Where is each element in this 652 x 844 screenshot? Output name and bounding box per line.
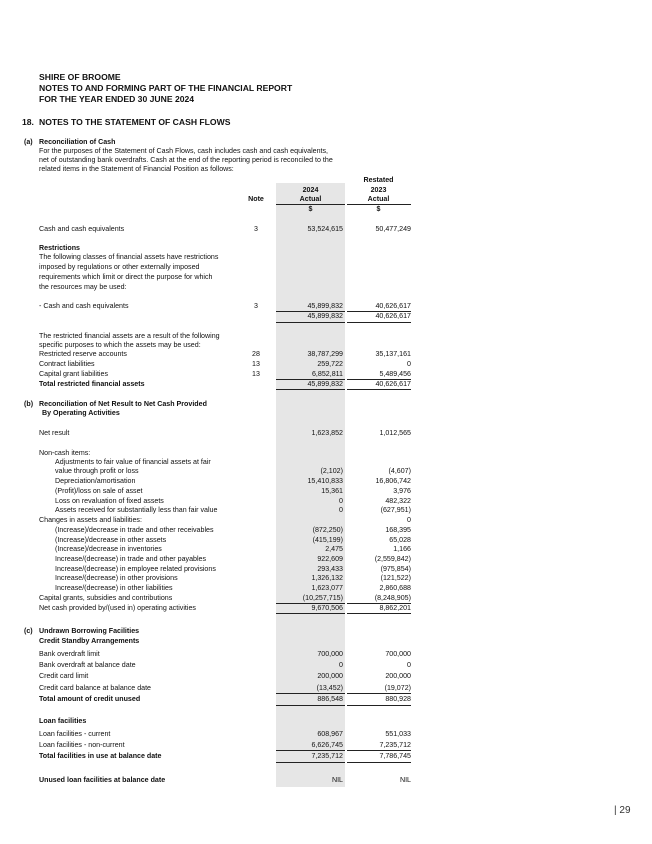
total-rule <box>276 693 345 694</box>
col-header-actual-2023: Actual <box>367 195 390 203</box>
total-2023: 8,862,201 <box>379 604 411 612</box>
section-heading <box>22 117 230 127</box>
row-label: Restricted reserve accounts <box>39 350 127 358</box>
row-label: Loss on revaluation of fixed assets <box>55 497 164 505</box>
value-2024: (2,102) <box>320 467 343 475</box>
value-2024: 2,475 <box>325 545 343 553</box>
subtotal-2024: 45,899,832 <box>307 312 343 320</box>
restrictions-desc-line: imposed by regulations or other externally imposed <box>39 263 200 271</box>
report-period: FOR THE YEAR ENDED 30 JUNE 2024 <box>39 94 195 104</box>
loan-title: Loan facilities <box>39 717 87 725</box>
value-2023: 0 <box>407 516 411 524</box>
sub-a-intro-line: For the purposes of the Statement of Cash Flows, cash includes cash and cash equivalents, <box>39 147 329 155</box>
value-2023: 2,860,688 <box>379 584 411 592</box>
purpose-desc-line: specific purposes to which the assets may be used: <box>39 341 201 349</box>
value-2024: 922,609 <box>317 555 343 563</box>
report-header <box>39 72 292 105</box>
row-label: Credit card balance at balance date <box>39 684 151 692</box>
total-2024: 9,670,506 <box>311 604 343 612</box>
value-2024: 0 <box>339 661 343 669</box>
entity-name: SHIRE OF BROOME <box>39 72 121 82</box>
total-2023: 7,786,745 <box>379 752 411 760</box>
row-label: Adjustments to fair value of financial assets at fair <box>55 458 211 466</box>
row-label: Assets received for substantially less than fair value <box>55 506 218 514</box>
row-label: Credit card limit <box>39 672 89 680</box>
restrictions-title: Restrictions <box>39 244 80 252</box>
credit-title: Credit Standby Arrangements <box>39 637 140 645</box>
col-header-year-2024: 2024 <box>302 186 319 194</box>
row-note: 13 <box>252 360 260 368</box>
row-note: 13 <box>252 370 260 378</box>
value-2023: 65,028 <box>389 536 411 544</box>
sub-a-intro-line: related items in the Statement of Financial Position as follows: <box>39 165 234 173</box>
value-2023: 168,395 <box>385 526 411 534</box>
restrictions-desc-line: The following classes of financial assets have restrictions <box>39 253 219 261</box>
row-label: Net result <box>39 429 70 437</box>
value-2024: 15,410,833 <box>307 477 343 485</box>
non-cash-label: Non-cash items: <box>39 449 91 457</box>
page-number: | 29 <box>614 805 631 816</box>
row-note: 3 <box>254 225 258 233</box>
sub-b-title: Reconciliation of Net Result to Net Cash Provided <box>39 400 207 408</box>
value-2023: 0 <box>407 661 411 669</box>
row-note: 28 <box>252 350 260 358</box>
total-rule <box>347 389 411 390</box>
value-2023: (121,522) <box>380 574 411 582</box>
col-header-unit-2023: $ <box>376 205 381 213</box>
value-2024: 259,722 <box>317 360 343 368</box>
value-2023: 35,137,161 <box>375 350 411 358</box>
value-2024: 0 <box>339 506 343 514</box>
sub-b-title-line2: By Operating Activities <box>42 409 120 417</box>
value-2024: (415,199) <box>312 536 343 544</box>
value-2024: 1,623,077 <box>311 584 343 592</box>
total-label: Total facilities in use at balance date <box>39 752 162 760</box>
value-2024: (10,257,715) <box>302 594 343 602</box>
value-2024: 608,967 <box>317 730 343 738</box>
row-label: value through profit or loss <box>55 467 139 475</box>
subtotal-rule <box>347 322 411 323</box>
total-rule <box>276 762 345 763</box>
total-rule <box>276 389 345 390</box>
value-2024: 6,852,811 <box>311 370 343 378</box>
section-title: NOTES TO THE STATEMENT OF CASH FLOWS <box>39 117 231 127</box>
row-label: Bank overdraft at balance date <box>39 661 136 669</box>
total-rule <box>347 705 411 706</box>
value-2023: (8,248,905) <box>374 594 411 602</box>
total-2024: 7,235,712 <box>311 752 343 760</box>
value-2024: 0 <box>339 497 343 505</box>
total-2023: 880,928 <box>385 695 411 703</box>
value-2023: 1,166 <box>393 545 411 553</box>
section-number: 18. <box>22 117 34 127</box>
total-2024: 45,899,832 <box>307 380 343 388</box>
row-label: (Increase)/decrease in trade and other receivables <box>55 526 214 534</box>
value-2023: 3,976 <box>393 487 411 495</box>
value-2023: 200,000 <box>385 672 411 680</box>
value-2024: (872,250) <box>312 526 343 534</box>
col-header-unit-2024: $ <box>308 205 313 213</box>
value-2023: 700,000 <box>385 650 411 658</box>
col-header-actual-2024: Actual <box>299 195 322 203</box>
row-label: Contract liabilities <box>39 360 95 368</box>
value-2023: (975,854) <box>380 565 411 573</box>
sub-a-letter: (a) <box>24 138 33 146</box>
value-2024: (13,452) <box>316 684 343 692</box>
col-header-note: Note <box>248 195 264 203</box>
total-rule <box>276 750 345 751</box>
subtotal-2023: 40,626,617 <box>375 312 411 320</box>
row-label: Net cash provided by/(used in) operating activities <box>39 604 196 612</box>
value-2023: 0 <box>407 360 411 368</box>
sub-a-intro-line: net of outstanding bank overdrafts. Cash at the end of the reporting period is reconciled to the <box>39 156 333 164</box>
total-rule <box>347 762 411 763</box>
value-2023: (4,607) <box>388 467 411 475</box>
total-rule <box>276 613 345 614</box>
value-2023: 1,012,565 <box>379 429 411 437</box>
sub-c-title: Undrawn Borrowing Facilities <box>39 627 140 635</box>
total-2024: 886,548 <box>317 695 343 703</box>
row-label: Increase/(decrease) in other liabilities <box>55 584 173 592</box>
value-2023: 7,235,712 <box>379 741 411 749</box>
value-2024: 700,000 <box>317 650 343 658</box>
sub-a-title: Reconciliation of Cash <box>39 138 116 146</box>
value-2024: 38,787,299 <box>307 350 343 358</box>
restrictions-desc-line: requirements which limit or direct the purpose for which <box>39 273 213 281</box>
value-2024: 1,326,132 <box>311 574 343 582</box>
total-rule <box>347 613 411 614</box>
row-note: 3 <box>254 302 258 310</box>
value-2024: 45,899,832 <box>307 302 343 310</box>
value-2024: 53,524,615 <box>307 225 343 233</box>
report-title: NOTES TO AND FORMING PART OF THE FINANCIAL REPORT <box>39 83 293 93</box>
value-2023: 5,489,456 <box>379 370 411 378</box>
total-rule <box>347 693 411 694</box>
row-label: Increase/(decrease) in other provisions <box>55 574 178 582</box>
row-label: Increase/(decrease) in trade and other payables <box>55 555 207 563</box>
row-label: (Profit)/loss on sale of asset <box>55 487 143 495</box>
value-2023: 482,322 <box>385 497 411 505</box>
restrictions-desc-line: the resources may be used: <box>39 283 127 291</box>
subtotal-rule <box>276 322 345 323</box>
row-label: Increase/(decrease) in employee related provisions <box>55 565 216 573</box>
purpose-desc-line: The restricted financial assets are a result of the following <box>39 332 220 340</box>
row-label: (Increase)/decrease in inventories <box>55 545 162 553</box>
row-label: (Increase)/decrease in other assets <box>55 536 167 544</box>
row-label: Cash and cash equivalents <box>39 225 125 233</box>
value-2023: (2,559,842) <box>374 555 411 563</box>
row-label: Capital grant liabilities <box>39 370 109 378</box>
total-2023: 40,626,617 <box>375 380 411 388</box>
value-2024: 1,623,852 <box>311 429 343 437</box>
value-2023: 40,626,617 <box>375 302 411 310</box>
sub-b-letter: (b) <box>24 400 34 408</box>
col-header-year-2023: 2023 <box>370 186 387 194</box>
value-2023: (627,951) <box>380 506 411 514</box>
row-label: Changes in assets and liabilities: <box>39 516 142 524</box>
total-rule <box>347 750 411 751</box>
value-2023: 16,806,742 <box>375 477 411 485</box>
value-2023: NIL <box>399 776 411 784</box>
value-2023: 551,033 <box>385 730 411 738</box>
value-2024: 15,361 <box>321 487 343 495</box>
row-label: Depreciation/amortisation <box>55 477 136 485</box>
row-label: - Cash and cash equivalents <box>39 302 129 310</box>
value-2024: 6,626,745 <box>311 741 343 749</box>
row-label: Loan facilities - non-current <box>39 741 125 749</box>
total-label: Total restricted financial assets <box>39 380 145 388</box>
value-2024: 200,000 <box>317 672 343 680</box>
value-2024: NIL <box>331 776 343 784</box>
row-label: Bank overdraft limit <box>39 650 100 658</box>
col-header-restated: Restated <box>363 176 394 184</box>
value-2024: 293,433 <box>317 565 343 573</box>
total-label: Total amount of credit unused <box>39 695 141 703</box>
row-label: Loan facilities - current <box>39 730 111 738</box>
row-label: Unused loan facilities at balance date <box>39 776 166 784</box>
row-label: Capital grants, subsidies and contributions <box>39 594 173 602</box>
total-rule <box>276 705 345 706</box>
value-2023: 50,477,249 <box>375 225 411 233</box>
sub-c-letter: (c) <box>24 627 33 635</box>
value-2023: (19,072) <box>384 684 411 692</box>
